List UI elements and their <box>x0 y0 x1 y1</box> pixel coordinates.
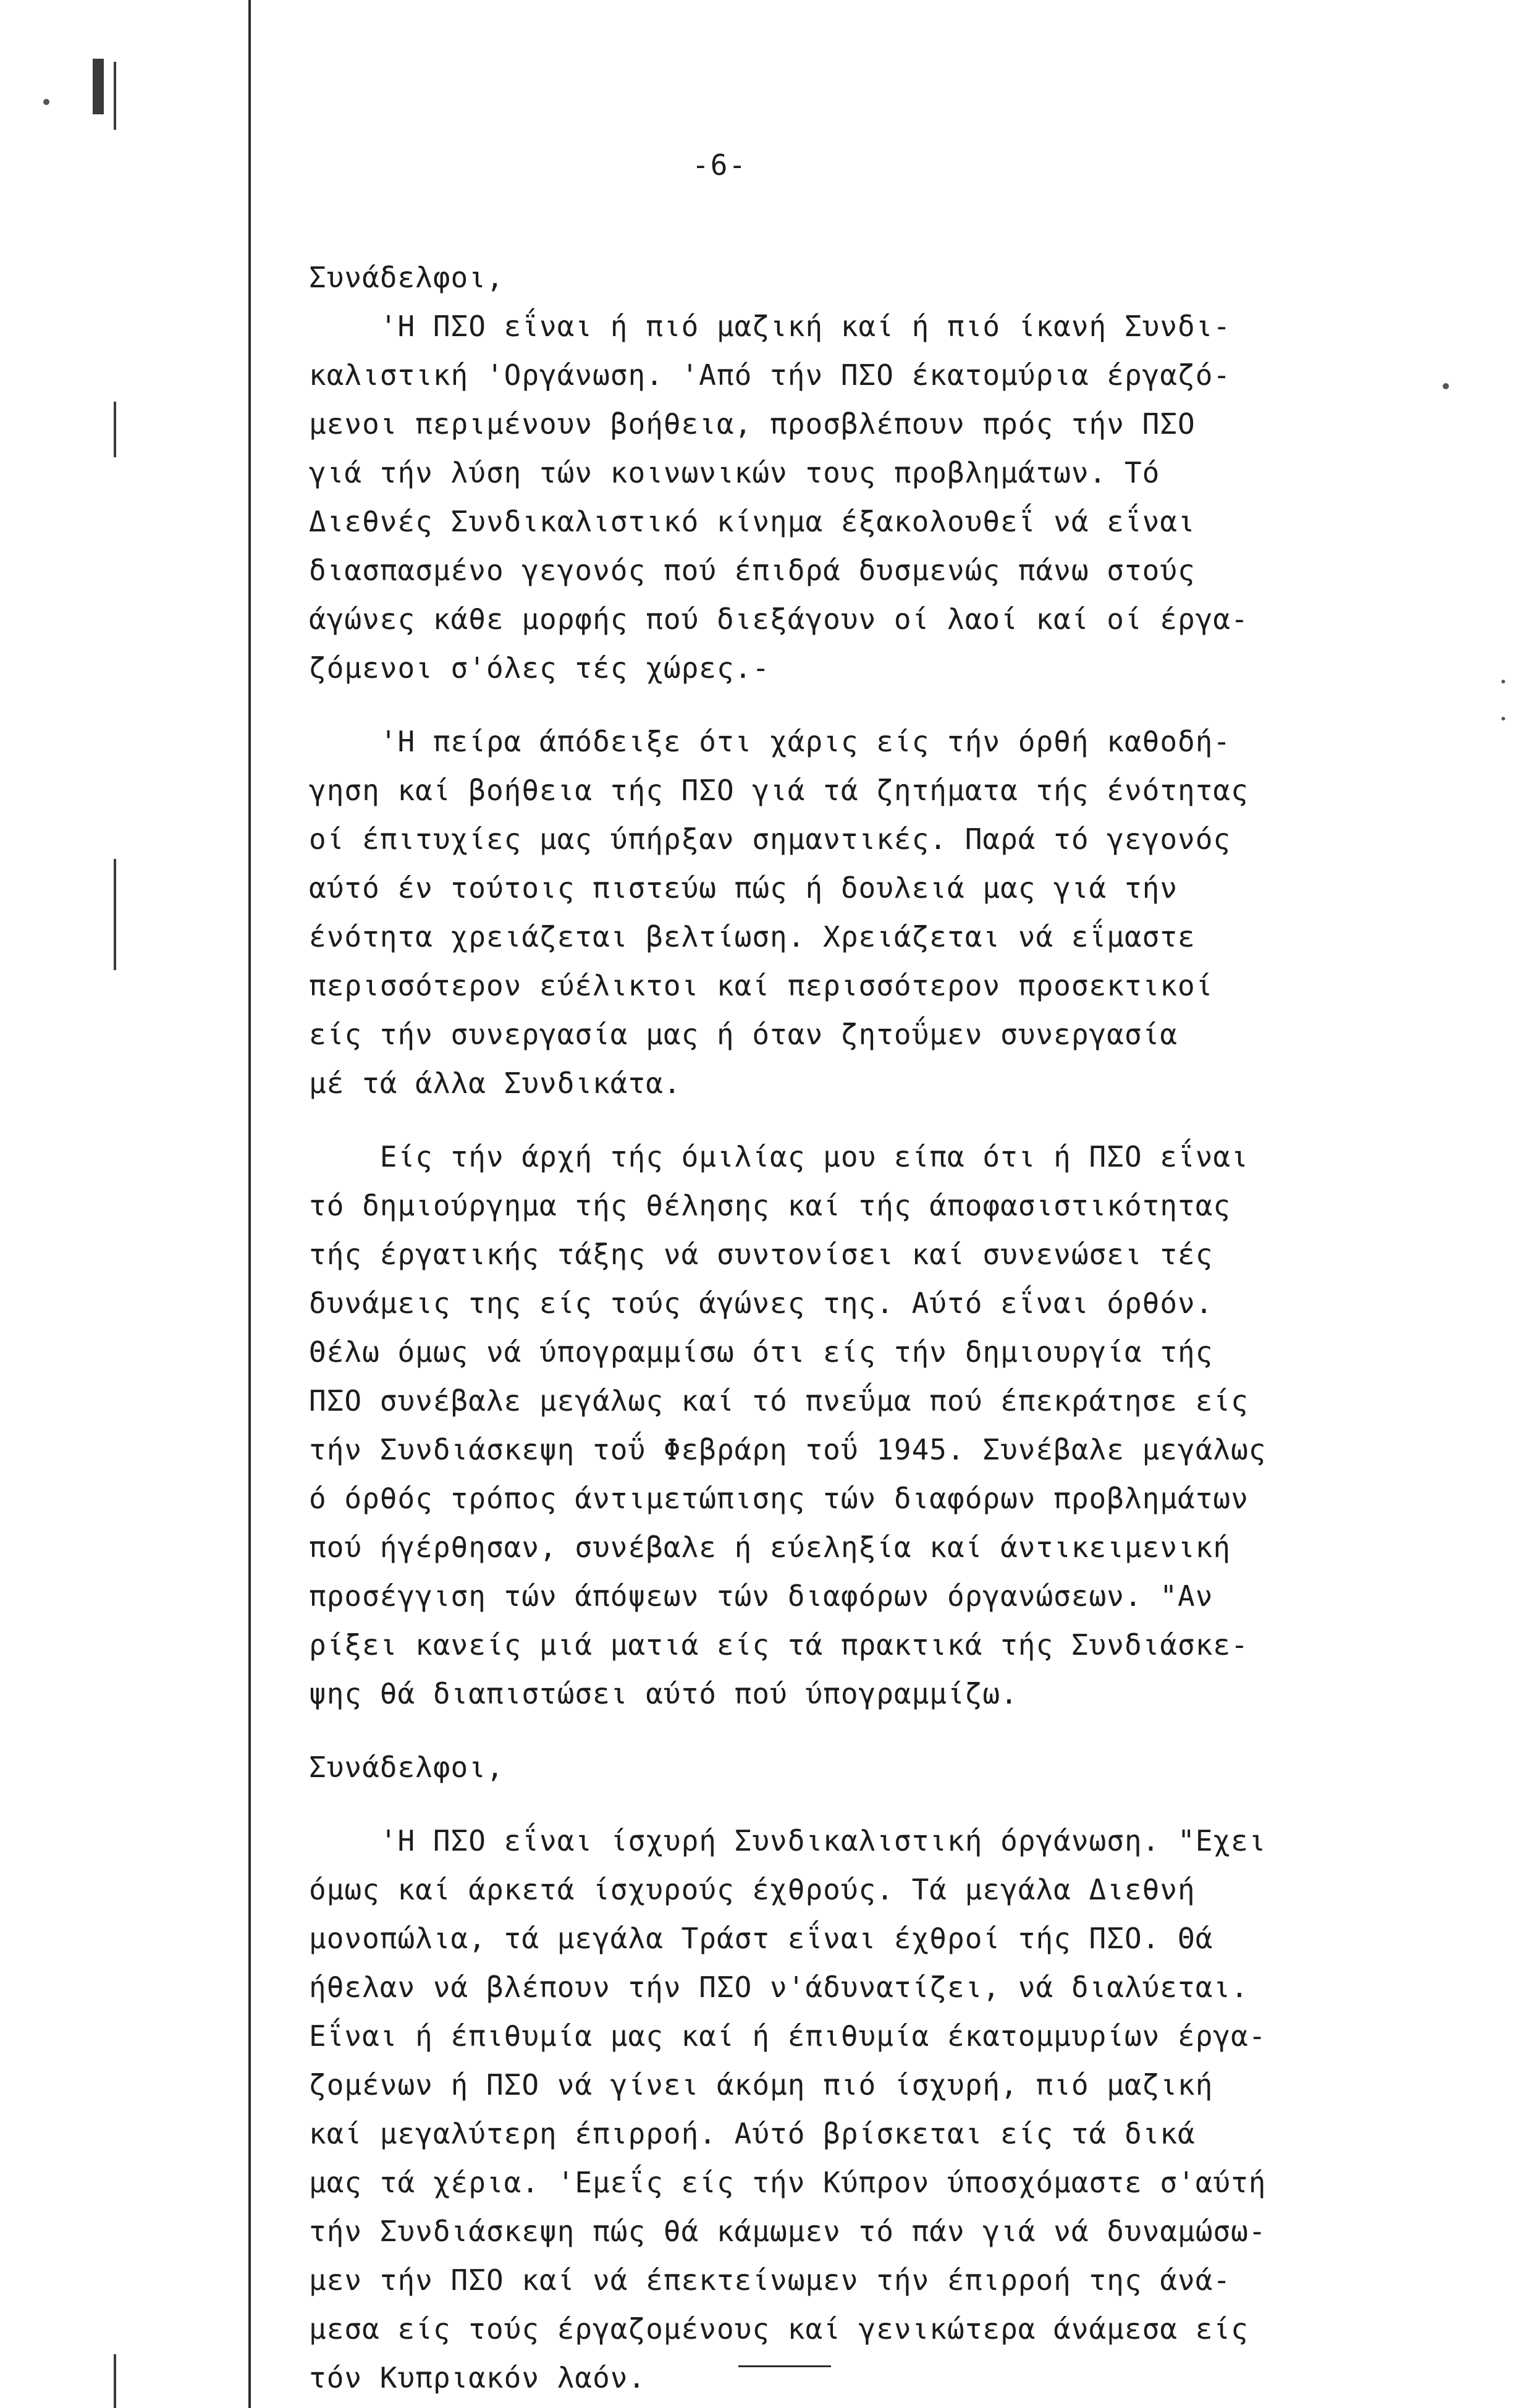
text-line: αύτό έν τούτοις πιστεύω πώς ή δουλειά μας γιά τήν <box>309 871 1178 905</box>
text-line: μας τά χέρια. 'Εμεΐς είς τήν Κύπρον ύποσχόμαστε σ'αύτή <box>309 2166 1267 2199</box>
text-line: ήθελαν νά βλέπουν τήν ΠΣΟ ν'άδυνατίζει, νά διαλύεται. <box>309 1971 1249 2004</box>
text-line: Θέλω όμως νά ύπογραμμίσω ότι είς τήν δημιουργία τής <box>309 1335 1213 1369</box>
text-line: Διεθνές Συνδικαλιστικό κίνημα έξακολουθεΐ νά εΐναι <box>309 505 1196 538</box>
text-line: τό δημιούργημα τής θέλησης καί τής άποφασιστικότητας <box>309 1189 1231 1222</box>
text-line: προσέγγιση τών άπόψεων τών διαφόρων όργανώσεων. "Αν <box>309 1579 1213 1613</box>
end-rule <box>738 2365 831 2367</box>
text-line: καί μεγαλύτερη έπιρροή. Αύτό βρίσκεται είς τά δικά <box>309 2117 1196 2150</box>
salutation: Συνάδελφοι, <box>309 261 504 294</box>
text-line: ό όρθός τρόπος άντιμετώπισης τών διαφόρων προβλημάτων <box>309 1482 1249 1515</box>
edge-mark <box>114 62 116 130</box>
text-line: ζομένων ή ΠΣΟ νά γίνει άκόμη πιό ίσχυρή, πιό μαζική <box>309 2068 1213 2102</box>
text-line: ένότητα χρειάζεται βελτίωση. Χρειάζεται νά εΐμαστε <box>309 920 1196 953</box>
page-number: -6- <box>692 148 748 182</box>
text-line: τής έργατικής τάξης νά συντονίσει καί συνενώσει τές <box>309 1238 1213 1271</box>
edge-mark <box>114 402 116 457</box>
text-line: ψης θά διαπιστώσει αύτό πού ύπογραμμίζω. <box>309 1677 1018 1710</box>
binding-edge-line <box>248 0 251 2408</box>
text-line: οί έπιτυχίες μας ύπήρξαν σημαντικές. Παρά τό γεγονός <box>309 822 1231 856</box>
text-line: μεσα είς τούς έργαζομένους καί γενικώτερα άνάμεσα είς <box>309 2312 1249 2346</box>
text-line: τόν Κυπριακόν λαόν. <box>309 2361 646 2394</box>
text-line: 'Η ΠΣΟ εΐναι ίσχυρή Συνδικαλιστική όργάνωση. "Εχει <box>309 1824 1267 1857</box>
scan-speck <box>1443 383 1449 389</box>
salutation: Συνάδελφοι, <box>309 1751 504 1784</box>
text-line: Είς τήν άρχή τής όμιλίας μου είπα ότι ή ΠΣΟ εΐναι <box>309 1140 1249 1173</box>
edge-mark <box>114 2354 116 2408</box>
edge-mark <box>114 859 116 970</box>
text-line: μενοι περιμένουν βοήθεια, προσβλέπουν πρός τήν ΠΣΟ <box>309 407 1196 441</box>
text-line: ζόμενοι σ'όλες τές χώρες.- <box>309 651 770 685</box>
text-line: Εΐναι ή έπιθυμία μας καί ή έπιθυμία έκατομμυρίων έργα- <box>309 2019 1267 2053</box>
document-body <box>309 253 1372 2402</box>
punch-hole-mark <box>93 59 104 114</box>
text-line: γιά τήν λύση τών κοινωνικών τους προβλημάτων. Τό <box>309 456 1160 489</box>
scan-speck <box>43 99 49 105</box>
text-line: καλιστική 'Οργάνωση. 'Από τήν ΠΣΟ έκατομύρια έργαζό- <box>309 358 1231 392</box>
text-line: μέ τά άλλα Συνδικάτα. <box>309 1067 682 1100</box>
text-line: 'Η πείρα άπόδειξε ότι χάρις είς τήν όρθή καθοδή- <box>309 725 1231 758</box>
text-line: γηση καί βοήθεια τής ΠΣΟ γιά τά ζητήματα τής ένότητας <box>309 774 1249 807</box>
text-line: τήν Συνδιάσκεψη τοΰ Φεβράρη τοΰ 1945. Συνέβαλε μεγάλως <box>309 1433 1267 1466</box>
text-line: διασπασμένο γεγονός πού έπιδρά δυσμενώς πάνω στούς <box>309 554 1196 587</box>
text-line: δυνάμεις της είς τούς άγώνες της. Αύτό εΐναι όρθόν. <box>309 1286 1213 1320</box>
text-line: 'Η ΠΣΟ εΐναι ή πιό μαζική καί ή πιό ίκανή Συνδι- <box>309 310 1231 343</box>
text-line: περισσότερον εύέλικτοι καί περισσότερον προσεκτικοί <box>309 969 1213 1002</box>
text-line: πού ήγέρθησαν, συνέβαλε ή εύεληξία καί άντικειμενική <box>309 1531 1231 1564</box>
text-line: άγώνες κάθε μορφής πού διεξάγουν οί λαοί καί οί έργα- <box>309 602 1249 636</box>
text-line: είς τήν συνεργασία μας ή όταν ζητοΰμεν συνεργασία <box>309 1018 1178 1051</box>
text-line: ΠΣΟ συνέβαλε μεγάλως καί τό πνεΰμα πού έπεκράτησε είς <box>309 1384 1249 1417</box>
scan-speck <box>1501 680 1505 683</box>
text-line: ρίξει κανείς μιά ματιά είς τά πρακτικά τής Συνδιάσκε- <box>309 1628 1249 1662</box>
text-line: όμως καί άρκετά ίσχυρούς έχθρούς. Τά μεγάλα Διεθνή <box>309 1873 1196 1906</box>
scan-speck <box>1501 717 1505 720</box>
text-line: μονοπώλια, τά μεγάλα Τράστ εΐναι έχθροί τής ΠΣΟ. Θά <box>309 1922 1213 1955</box>
text-line: μεν τήν ΠΣΟ καί νά έπεκτείνωμεν τήν έπιρροή της άνά- <box>309 2263 1231 2297</box>
text-line: τήν Συνδιάσκεψη πώς θά κάμωμεν τό πάν γιά νά δυναμώσω- <box>309 2215 1267 2248</box>
